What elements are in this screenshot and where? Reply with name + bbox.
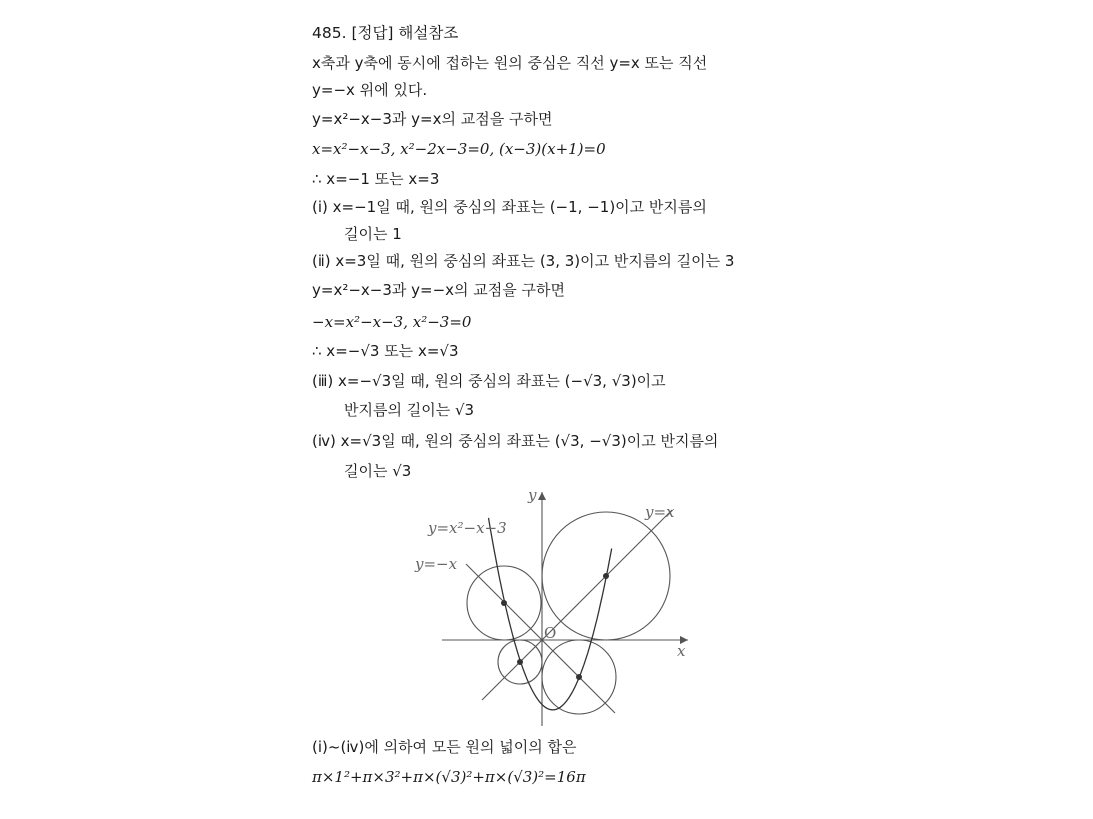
text-line-3: y=x²−x−3과 y=x의 교점을 구하면: [312, 110, 553, 128]
case-3-line-2: 반지름의 길이는 √3: [344, 401, 475, 419]
case-1-line-1: (ⅰ) x=−1일 때, 원의 중심의 좌표는 (−1, −1)이고 반지름의: [312, 198, 707, 216]
label-y-axis: y: [528, 486, 537, 504]
case-1-line-2: 길이는 1: [344, 225, 402, 243]
center-point-4: [576, 674, 582, 680]
case-2-line: (ⅱ) x=3일 때, 원의 중심의 좌표는 (3, 3)이고 반지름의 길이는 3: [312, 252, 735, 270]
center-point-3: [501, 600, 507, 606]
line-y-equals-x: [482, 510, 672, 700]
text-line-1: x축과 y축에 동시에 접하는 원의 중심은 직선 y=x 또는 직선: [312, 54, 708, 72]
text-line-12: ∴ x=−√3 또는 x=√3: [312, 342, 459, 360]
conclusion-text: (ⅰ)~(ⅳ)에 의하여 모든 원의 넓이의 합은: [312, 738, 577, 756]
label-x-axis: x: [677, 642, 686, 660]
label-origin: O: [544, 624, 557, 642]
case-4-line-2: 길이는 √3: [344, 462, 412, 480]
y-axis-arrow-icon: [538, 492, 546, 500]
equation-line-2: −x=x²−x−3, x²−3=0: [312, 313, 472, 331]
center-point-2: [603, 573, 609, 579]
parabola-curve: [489, 518, 612, 710]
label-parabola: y=x²−x−3: [428, 519, 507, 537]
text-line-10: y=x²−x−3과 y=−x의 교점을 구하면: [312, 281, 566, 299]
case-3-line-1: (ⅲ) x=−√3일 때, 원의 중심의 좌표는 (−√3, √3)이고: [312, 372, 666, 390]
text-line-5: ∴ x=−1 또는 x=3: [312, 170, 440, 188]
label-y-equals-x: y=x: [645, 503, 675, 521]
final-equation: π×1²+π×3²+π×(√3)²+π×(√3)²=16π: [312, 768, 586, 786]
center-point-1: [517, 659, 523, 665]
text-line-2: y=−x 위에 있다.: [312, 81, 428, 99]
case-4-line-1: (ⅳ) x=√3일 때, 원의 중심의 좌표는 (√3, −√3)이고 반지름의: [312, 432, 719, 450]
label-y-equals-neg-x: y=−x: [415, 555, 458, 573]
problem-header: 485. [정답] 해설참조: [312, 24, 459, 42]
equation-line-1: x=x²−x−3, x²−2x−3=0, (x−3)(x+1)=0: [312, 140, 606, 158]
